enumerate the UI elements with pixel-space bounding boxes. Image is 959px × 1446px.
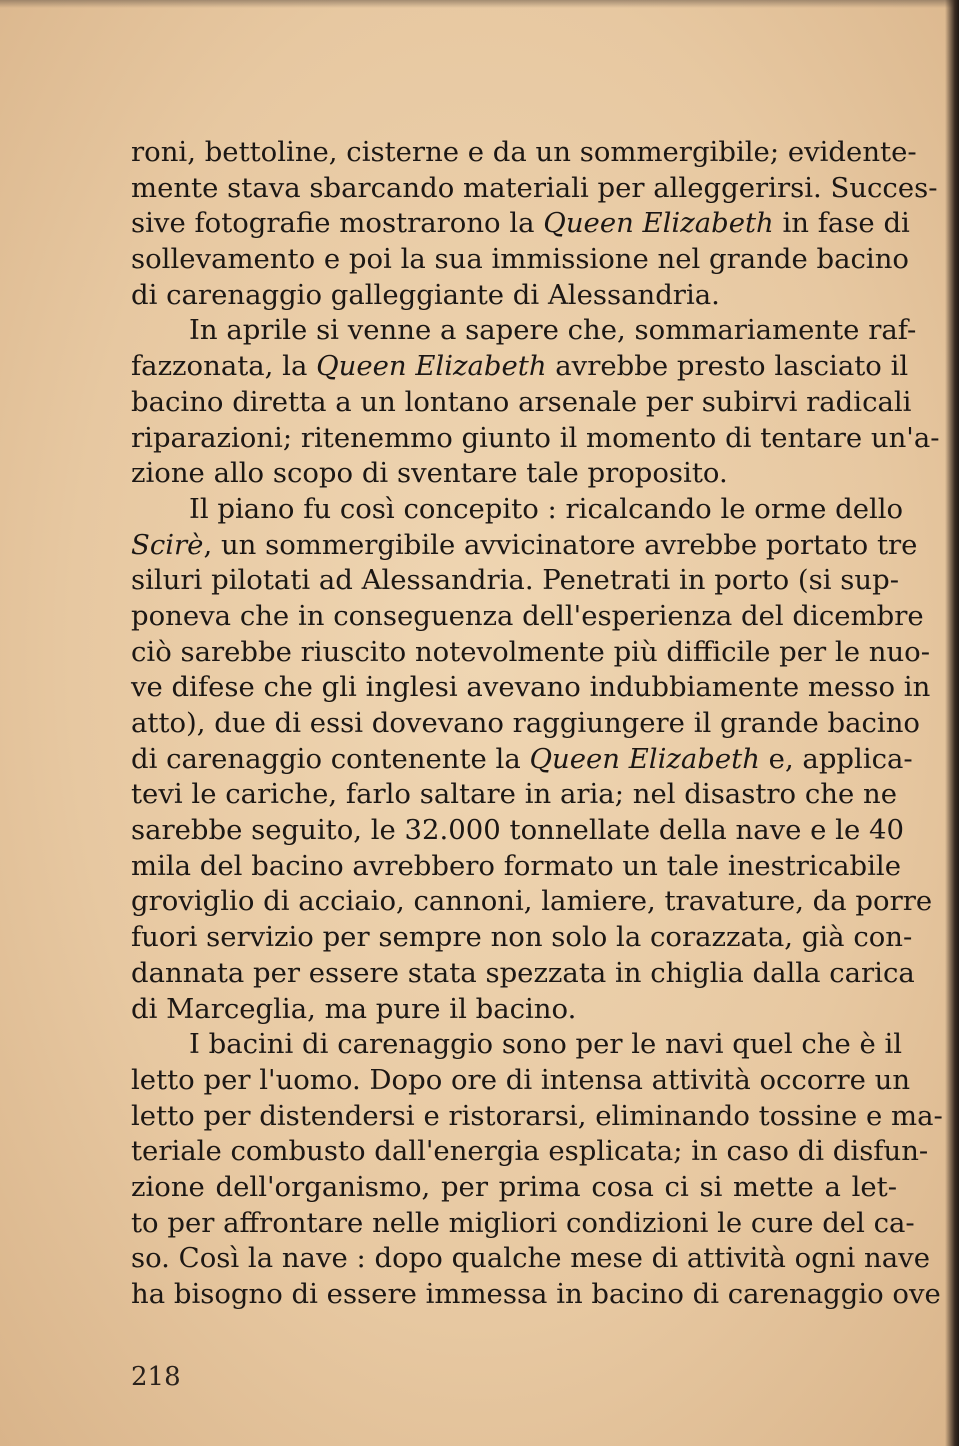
text-line [131, 313, 917, 349]
text-line [131, 956, 915, 992]
text-run: to per affrontare nelle migliori condizioni le cure del ca- [131, 1206, 915, 1239]
text-line [131, 206, 910, 242]
text-line [131, 1206, 915, 1242]
text-line [131, 1134, 929, 1170]
text-line [131, 670, 931, 706]
text-line [131, 813, 904, 849]
text-line [131, 421, 940, 457]
text-line [131, 920, 913, 956]
text-run: fazzonata, la [131, 350, 317, 383]
text-run: siluri pilotati ad Alessandria. Penetrati in porto (si sup- [131, 564, 900, 597]
text-run: ha bisogno di essere immessa in bacino di carenaggio ove [131, 1278, 941, 1310]
text-run: Il piano fu così concepito : ricalcando le orme dello [189, 492, 904, 525]
text-run: di carenaggio galleggiante di Alessandria. [131, 278, 720, 311]
text-run: bacino diretta a un lontano arsenale per subirvi radicali [131, 385, 912, 418]
text-run: I bacini di carenaggio sono per le navi quel che è il [189, 1028, 903, 1061]
text-line [131, 635, 931, 671]
italic-title: Queen Elizabeth [316, 350, 547, 383]
text-line [131, 492, 904, 528]
text-run: tevi le cariche, farlo saltare in aria; nel disastro che ne [131, 778, 897, 811]
text-run: so. Così la nave : dopo qualche mese di attività ogni nave [131, 1242, 930, 1275]
text-line [131, 777, 897, 813]
text-run: ciò sarebbe riuscito notevolmente più difficile per le nuo- [131, 635, 931, 668]
page-top-edge [0, 0, 959, 8]
text-run: zione dell'organismo, per prima cosa ci si mette a let- [131, 1170, 897, 1203]
page-number: 218 [131, 1362, 181, 1392]
text-run: dannata per essere stata spezzata in chiglia dalla carica [131, 956, 915, 989]
text-run: letto per distendersi e ristorarsi, eliminando tossine e ma- [131, 1099, 943, 1132]
text-line [131, 456, 897, 492]
text-line [131, 278, 897, 314]
text-line [131, 563, 900, 599]
text-run: letto per l'uomo. Dopo ore di intensa attività occorre un [131, 1063, 911, 1096]
page-binding-shadow [945, 0, 959, 1446]
text-line [131, 1241, 930, 1277]
italic-title: Queen Elizabeth [543, 207, 774, 240]
text-run: mente stava sbarcando materiali per alleggerirsi. Succes- [131, 171, 938, 204]
text-line [131, 385, 912, 421]
text-run: di Marceglia, ma pure il bacino. [131, 992, 577, 1025]
body-text [131, 135, 943, 1313]
text-line [131, 884, 933, 920]
text-run: groviglio di acciaio, cannoni, lamiere, travature, da porre [131, 885, 933, 918]
text-run: di carenaggio contenente la [131, 742, 530, 775]
text-line [131, 849, 901, 885]
text-run: ve difese che gli inglesi avevano indubbiamente messo in [131, 671, 931, 704]
text-line [131, 135, 917, 171]
text-line [131, 742, 913, 778]
text-run: sarebbe seguito, le 32.000 tonnellate della nave e le 40 [131, 814, 904, 847]
text-line [131, 1027, 903, 1063]
text-line [131, 599, 924, 635]
text-run: fuori servizio per sempre non solo la corazzata, già con- [131, 921, 913, 954]
text-line [131, 1277, 941, 1313]
text-run: riparazioni; ritenemmo giunto il momento di tentare un'a- [131, 421, 940, 454]
text-line [131, 992, 897, 1028]
text-run: in fase di [773, 207, 910, 240]
text-run: poneva che in conseguenza dell'esperienza del dicembre [131, 599, 924, 632]
text-run: e, applica- [759, 742, 913, 775]
text-run: teriale combusto dall'energia esplicata; in caso di disfun- [131, 1135, 929, 1168]
text-line [131, 706, 920, 742]
text-run: sive fotografie mostrarono la [131, 207, 544, 240]
italic-title: Queen Elizabeth [529, 742, 760, 775]
text-run: mila del bacino avrebbero formato un tale inestricabile [131, 849, 901, 882]
text-run: zione allo scopo di sventare tale proposito. [131, 457, 728, 490]
text-line [131, 528, 918, 564]
text-run: roni, bettoline, cisterne e da un sommergibile; evidente- [131, 136, 917, 168]
text-run: sollevamento e poi la sua immissione nel grande bacino [131, 243, 909, 276]
text-line [131, 1099, 943, 1135]
text-run: , un sommergibile avvicinatore avrebbe portato tre [203, 528, 918, 561]
text-run: avrebbe presto lasciato il [546, 350, 909, 383]
text-run: In aprile si venne a sapere che, sommariamente raf- [189, 314, 917, 347]
italic-title: Scirè [131, 528, 204, 561]
text-line [131, 1170, 897, 1206]
text-line [131, 171, 938, 207]
text-line [131, 1063, 911, 1099]
text-run: atto), due di essi dovevano raggiungere il grande bacino [131, 707, 920, 739]
text-line [131, 349, 909, 385]
text-line [131, 242, 909, 278]
